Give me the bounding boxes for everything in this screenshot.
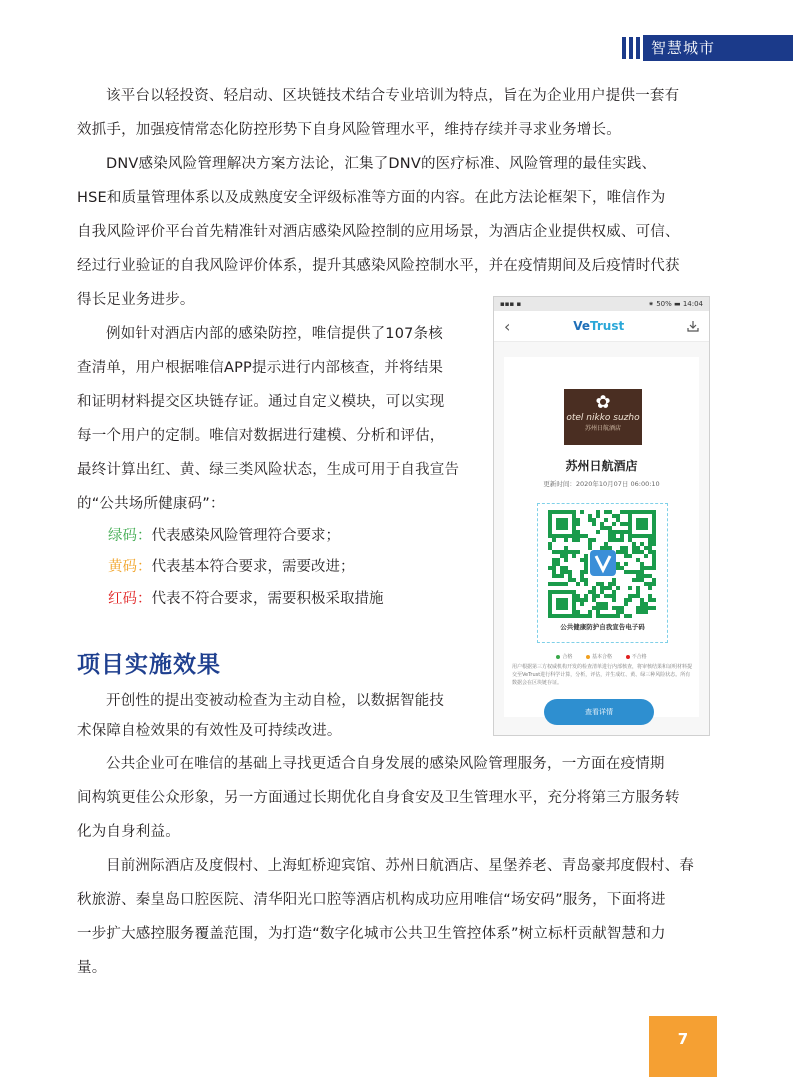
paragraph-line: DNV感染风险管理解决方案方法论，汇集了DNV的医疗标准、风险管理的最佳实践、 — [106, 156, 657, 172]
paragraph-line: 最终计算出红、黄、绿三类风险状态，生成可用于自我宣告 — [77, 462, 460, 478]
paragraph-line: 得长足业务进步。 — [77, 292, 195, 308]
card-description: 用户根据第三方权威机构开发的检查清单进行内部核查，将审核结果和证明材料提交至VeTrust进行科学计算，分析，评估，并生成红、黄、绿三种风险状态。所有数据会在区块链存证。 — [512, 664, 693, 686]
paragraph-line: 例如针对酒店内部的感染防控，唯信提供了107条核 — [106, 326, 443, 342]
page-number: 7 — [649, 1016, 717, 1077]
hotel-logo — [564, 389, 642, 445]
qr-frame — [537, 503, 668, 643]
red-code-text: 代表不符合要求，需要积极采取措施 — [151, 591, 384, 607]
red-code-label: 红码： — [108, 591, 152, 607]
signal-icon: ▪▪▪ ▪ — [500, 300, 522, 308]
view-details-button[interactable]: 查看详情 — [544, 699, 654, 725]
paragraph-line: 的“公共场所健康码”： — [77, 496, 225, 512]
paragraph-line: 秋旅游、秦皇岛口腔医院、清华阳光口腔等酒店机构成功应用唯信“场安码”服务，下面将进 — [77, 892, 666, 908]
yellow-code-text: 代表基本符合要求，需要改进； — [151, 559, 355, 575]
paragraph-line: 目前洲际酒店及度假村、上海虹桥迎宾馆、苏州日航酒店、星堡养老、青岛豪邦度假村、春 — [106, 858, 694, 874]
paragraph-line: 每一个用户的定制。唯信对数据进行建模、分析和评估， — [77, 428, 445, 444]
legend-item: 基本合格 — [586, 654, 612, 660]
section-title: 项目实施效果 — [77, 652, 221, 678]
header-decoration — [622, 37, 640, 59]
paragraph-line: 该平台以轻投资、轻启动、区块链技术结合专业培训为特点，旨在为企业用户提供一套有 — [106, 88, 680, 104]
hotel-name: 苏州日航酒店 — [565, 459, 638, 473]
yellow-code-item — [108, 550, 355, 584]
paragraph-line: 效抓手，加强疫情常态化防控形势下自身风险管理水平，维持存续并寻求业务增长。 — [77, 122, 621, 138]
paragraph-line: 和证明材料提交区块链存证。通过自定义模块，可以实现 — [77, 394, 445, 410]
yellow-code-label: 黄码： — [108, 559, 152, 575]
app-logo: VeTrust — [573, 319, 625, 333]
legend-item: 合格 — [556, 654, 572, 660]
hotel-logo-cn: 苏州日航酒店 — [584, 425, 621, 432]
paragraph-line: 化为自身利益。 — [77, 824, 180, 840]
red-code-item — [108, 582, 384, 616]
back-icon[interactable]: ‹ — [504, 316, 511, 336]
paragraph-line: 量。 — [77, 960, 107, 976]
paragraph-line: 术保障自检效果的有效性及可持续改进。 — [77, 723, 342, 739]
legend — [504, 653, 699, 660]
green-code-text: 代表感染风险管理符合要求； — [151, 528, 340, 544]
paragraph-line: 一步扩大感控服务覆盖范围，为打造“数字化城市公共卫生管控体系”树立标杆贡献智慧和力 — [77, 926, 666, 942]
paragraph-line: 间构筑更佳公众形象，另一方面通过长期优化自身食安及卫生管理水平，充分将第三方服务转 — [77, 790, 680, 806]
green-code-label: 绿码： — [108, 528, 152, 544]
green-code-item — [108, 519, 340, 553]
update-time: 更新时间：2020年10月07日 06:00:10 — [543, 480, 660, 488]
download-icon[interactable] — [687, 320, 699, 332]
paragraph-line: 开创性的提出变被动检查为主动自检，以数据智能技 — [106, 693, 445, 709]
qr-code — [546, 510, 658, 618]
paragraph-line: 查清单，用户根据唯信APP提示进行内部核查，并将结果 — [77, 360, 444, 376]
status-bar — [494, 297, 709, 311]
paragraph-line: 经过行业验证的自我风险评价体系，提升其感染风险控制水平，并在疫情期间及后疫情时代获 — [77, 258, 680, 274]
paragraph-line: HSE和质量管理体系以及成熟度安全评级标准等方面的内容。在此方法论框架下，唯信作为 — [77, 190, 666, 206]
health-code-card — [504, 357, 699, 717]
hotel-logo-text: otel nikko suzho — [566, 413, 640, 423]
phone-screenshot — [493, 296, 710, 736]
paragraph-line: 公共企业可在唯信的基础上寻找更适合自身发展的感染风险管理服务，一方面在疫情期 — [106, 756, 665, 772]
qr-caption: 公共健康防护自我宣告电子码 — [560, 623, 645, 631]
legend-item: 不合格 — [626, 654, 647, 660]
flower-icon: ✿ — [595, 392, 611, 413]
app-bar — [494, 311, 709, 342]
header-title: 智慧城市 — [643, 35, 793, 61]
paragraph-line: 自我风险评价平台首先精准针对酒店感染风险控制的应用场景，为酒店企业提供权威、可信、 — [77, 224, 680, 240]
status-right: ⁕ 50% ▬ 14:04 — [648, 300, 703, 308]
